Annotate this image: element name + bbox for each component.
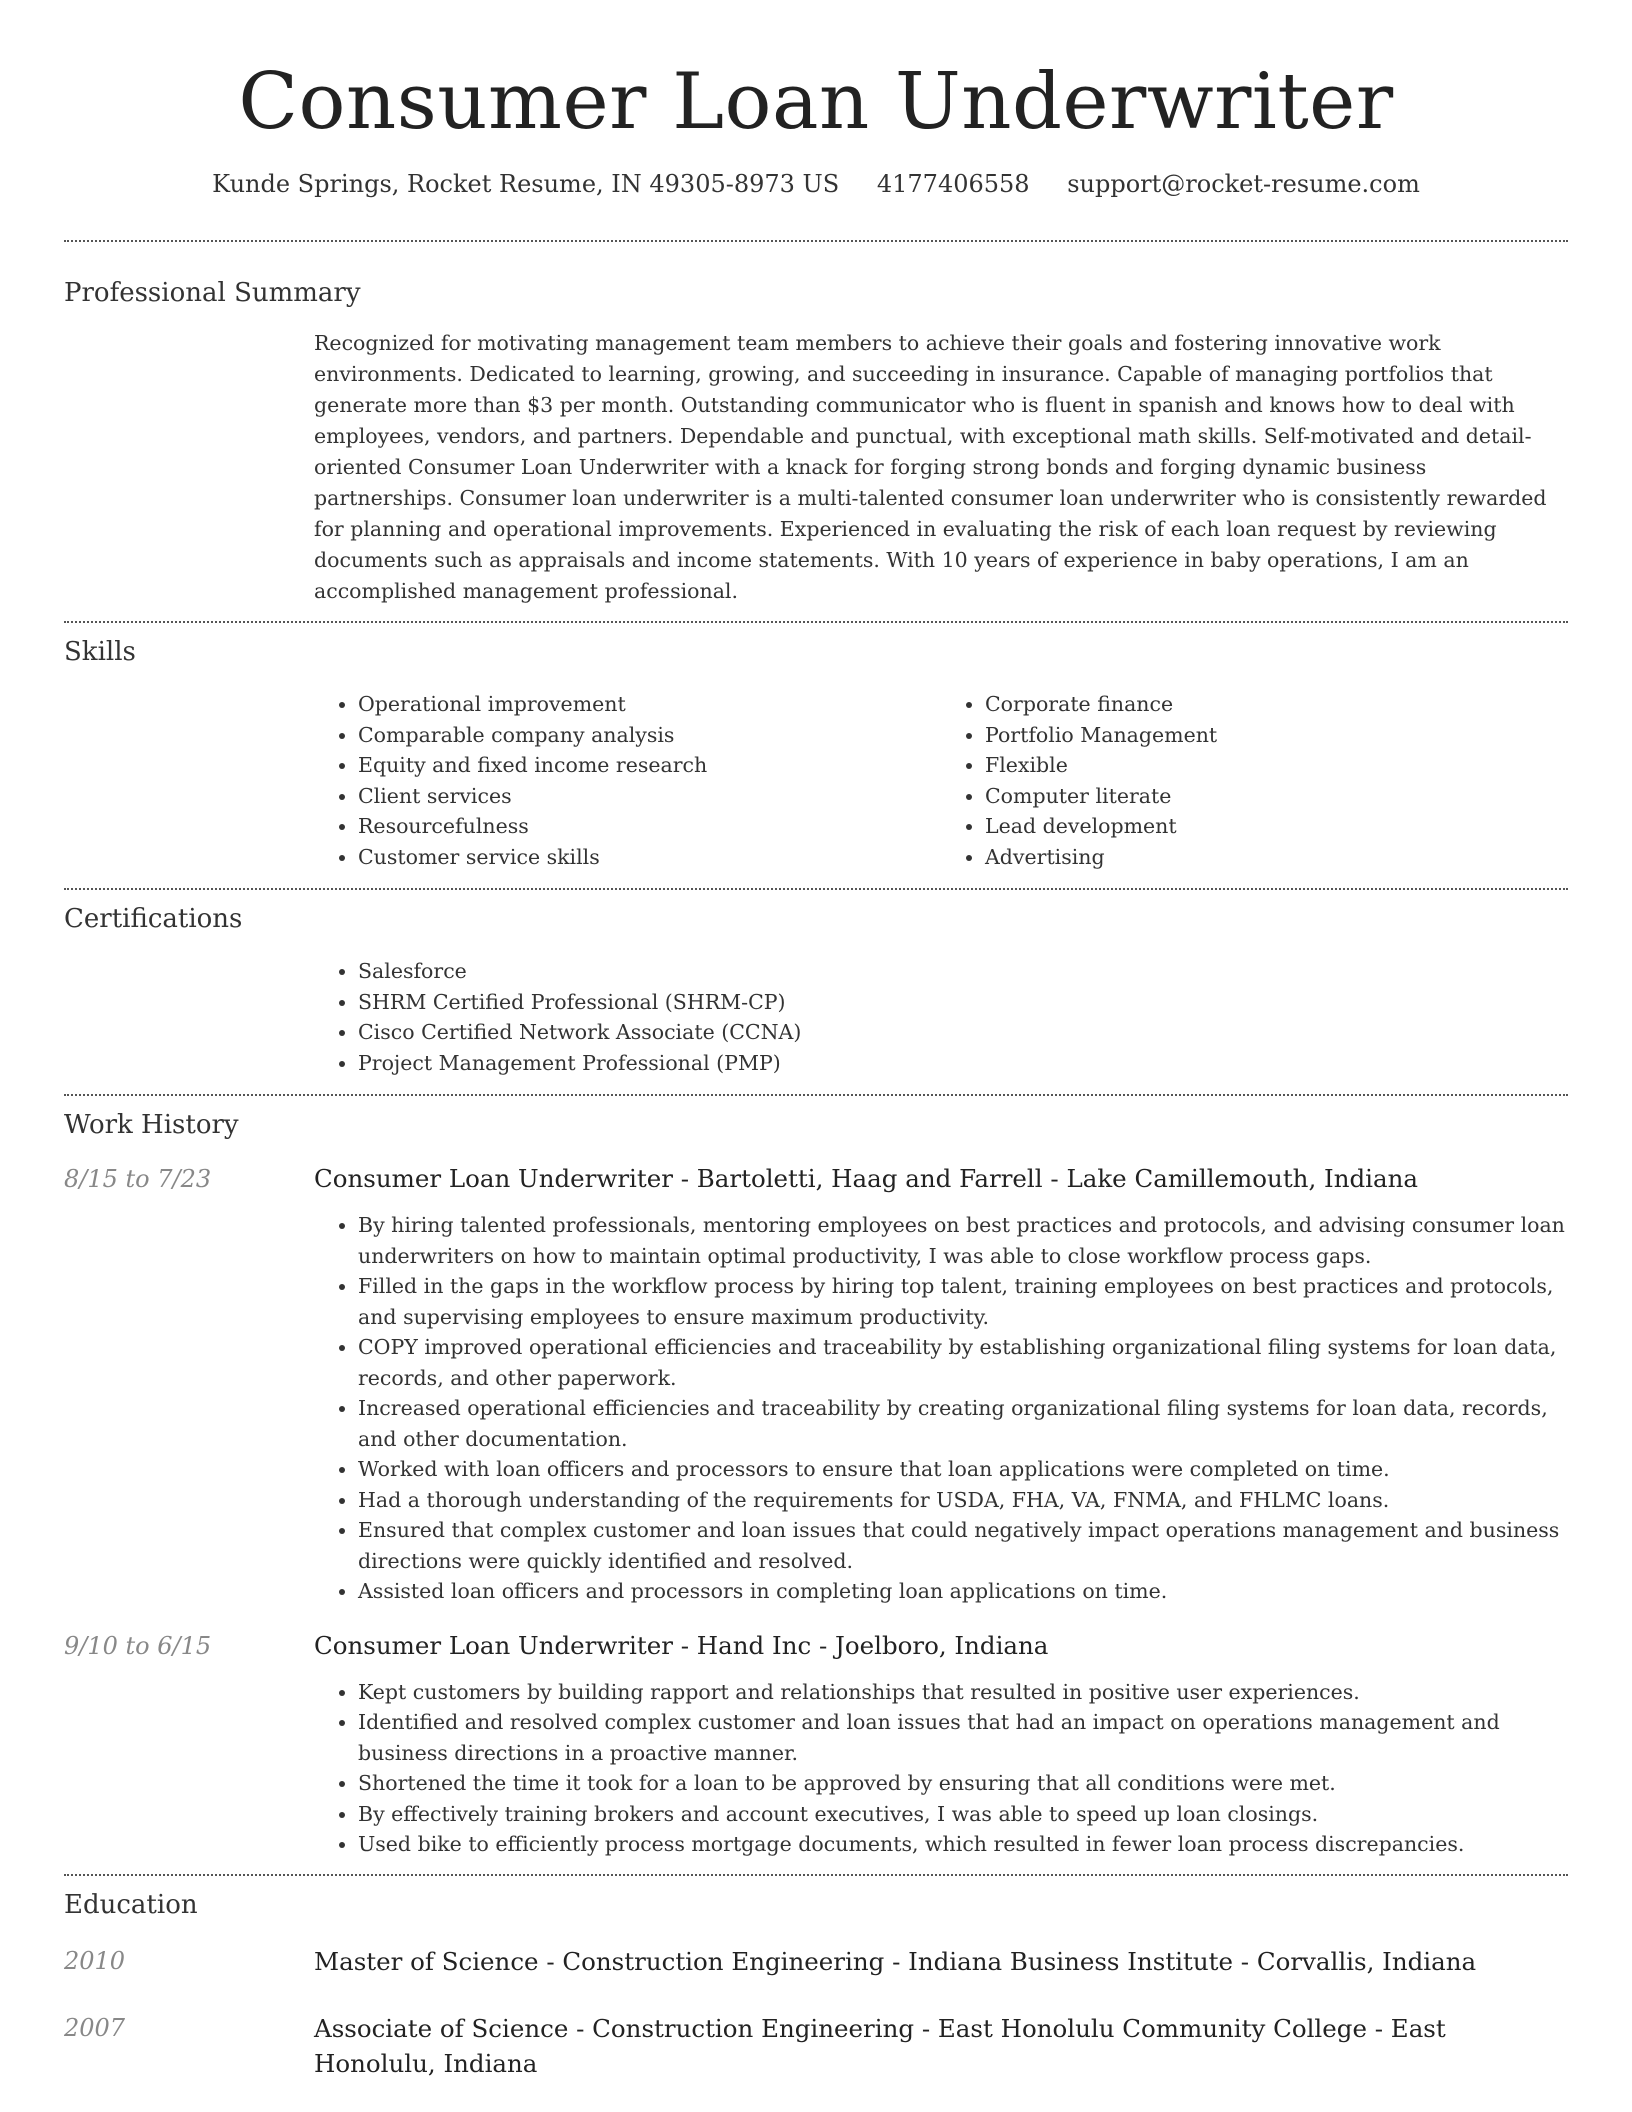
certification-item: • Salesforce: [358, 956, 1568, 987]
contact-email: support@rocket-resume.com: [1067, 170, 1420, 198]
contact-address: Kunde Springs, Rocket Resume, IN 49305-8973 US: [212, 170, 840, 198]
job-date: 8/15 to 7/23: [64, 1165, 212, 1193]
skill-item: • Equity and fixed income research: [358, 750, 941, 781]
work-section: [64, 1096, 1568, 1874]
skill-item: • Lead development: [985, 811, 1568, 842]
job-bullet: • By hiring talented professionals, mentoring employees on best practices and protocols, and advising consumer loan underwriters on how to maintain optimal productivity, I was able to close workflow process gaps.: [358, 1210, 1568, 1271]
job-bullet: • Assisted loan officers and processors in completing loan applications on time.: [358, 1576, 1568, 1607]
job-bullet: • Ensured that complex customer and loan issues that could negatively impact operations management and business directions were quickly identified and resolved.: [358, 1515, 1568, 1576]
skill-item: • Customer service skills: [358, 842, 941, 873]
certification-item: • Project Management Professional (PMP): [358, 1048, 1568, 1079]
skill-item: • Comparable company analysis: [358, 720, 941, 751]
education-date: 2010: [64, 1946, 126, 1975]
skills-list-right: [941, 689, 1568, 872]
skill-item: • Flexible: [985, 750, 1568, 781]
certifications-list: [314, 956, 1568, 1078]
job-date: 9/10 to 6/15: [64, 1631, 212, 1660]
candidate-name: Consumer Loan Underwriter: [238, 57, 1394, 147]
job-entry: [64, 1629, 1568, 1874]
job-bullet: • Filled in the gaps in the workflow process by hiring top talent, training employees on best practices and protocols, and supervising employees to ensure maximum productivity.: [358, 1271, 1568, 1332]
contact-line: [64, 168, 1568, 200]
certifications-section: [64, 890, 1568, 1094]
skill-item: • Advertising: [985, 842, 1568, 873]
summary-text: Recognized for motivating management team members to achieve their goals and fostering innovative work environments. Dedicated to learning, growing, and succeeding in insurance. Capable of managing portfolios that generate more than $3 per month. Outstanding communicator who is fluent in spanish and knows how to deal with employees, vendors, and partners. Dependable and punctual, with exceptional math skills. Self-motivated and detail-oriented Consumer Loan Underwriter with a knack for forging strong bonds and forging dynamic business partnerships. Consumer loan underwriter is a multi-talented consumer loan underwriter who is consistently rewarded for planning and operational improvements. Experienced in evaluating the risk of each loan request by reviewing documents such as appraisals and income statements. With 10 years of experience in baby operations, I am an accomplished management professional.: [314, 331, 1547, 603]
skill-item: • Client services: [358, 781, 941, 812]
skill-item: • Computer literate: [985, 781, 1568, 812]
job-bullet: • Shortened the time it took for a loan to be approved by ensuring that all conditions were met.: [358, 1768, 1568, 1799]
education-title: Education: [64, 1889, 198, 1920]
skill-item: • Corporate finance: [985, 689, 1568, 720]
contact-phone: 4177406558: [876, 170, 1030, 198]
resume-page: [64, 0, 1568, 2081]
education-date: 2007: [64, 2013, 126, 2042]
education-entry: [64, 1944, 1568, 1979]
job-heading: Consumer Loan Underwriter - Bartoletti, Haag and Farrell - Lake Camillemouth, Indiana: [314, 1164, 1418, 1193]
job-bullet: • Had a thorough understanding of the requirements for USDA, FHA, VA, FNMA, and FHLMC loans.: [358, 1485, 1568, 1516]
skills-section: [64, 623, 1568, 888]
job-bullet: • Kept customers by building rapport and relationships that resulted in positive user experiences.: [358, 1677, 1568, 1708]
job-bullet: • COPY improved operational efficiencies and traceability by establishing organizational filing systems for loan data, records, and other paperwork.: [358, 1332, 1568, 1393]
skills-title: Skills: [64, 637, 136, 667]
skill-item: • Portfolio Management: [985, 720, 1568, 751]
summary-section: [64, 242, 1568, 621]
education-section: [64, 1876, 1568, 2081]
job-bullet: • Worked with loan officers and processors to ensure that loan applications were completed on time.: [358, 1454, 1568, 1485]
summary-title: Professional Summary: [64, 278, 361, 308]
skill-item: • Resourcefulness: [358, 811, 941, 842]
skill-item: • Operational improvement: [358, 689, 941, 720]
certifications-title: Certifications: [64, 904, 243, 934]
education-heading: Associate of Science - Construction Engineering - East Honolulu Community College - East Honolulu, Indiana: [314, 2013, 1446, 2078]
certification-item: • SHRM Certified Professional (SHRM-CP): [358, 987, 1568, 1018]
job-bullets: [314, 1210, 1568, 1607]
job-bullet: • Identified and resolved complex customer and loan issues that had an impact on operations management and business directions in a proactive manner.: [358, 1707, 1568, 1768]
education-heading: Master of Science - Construction Engineering - Indiana Business Institute - Corvallis, Indiana: [314, 1946, 1477, 1976]
education-entry: [64, 2011, 1568, 2081]
job-bullet: • Used bike to efficiently process mortgage documents, which resulted in fewer loan process discrepancies.: [358, 1829, 1568, 1860]
work-title: Work History: [64, 1110, 239, 1140]
job-heading: Consumer Loan Underwriter - Hand Inc - Joelboro, Indiana: [314, 1630, 1049, 1660]
job-bullet: • By effectively training brokers and account executives, I was able to speed up loan closings.: [358, 1799, 1568, 1830]
certification-item: • Cisco Certified Network Associate (CCNA): [358, 1017, 1568, 1048]
job-bullets: [314, 1677, 1568, 1860]
skills-list-left: [314, 689, 941, 872]
job-bullet: • Increased operational efficiencies and traceability by creating organizational filing systems for loan data, records, and other documentation.: [358, 1393, 1568, 1454]
job-entry: [64, 1162, 1568, 1607]
